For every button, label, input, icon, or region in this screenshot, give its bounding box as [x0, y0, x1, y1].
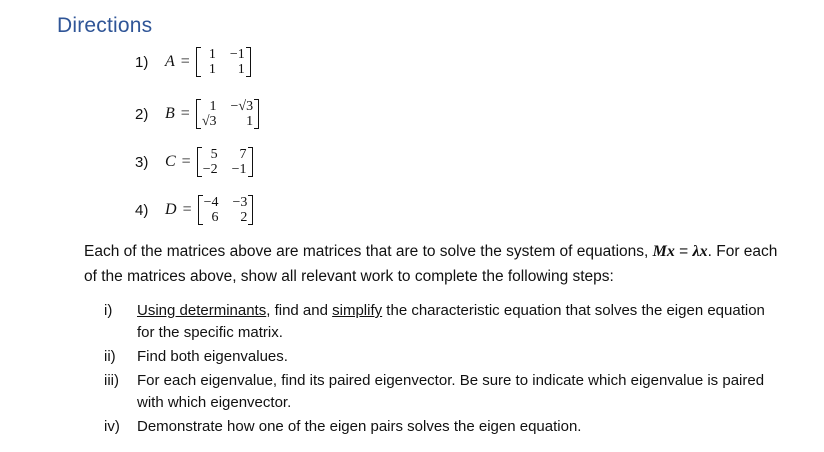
matrix-variable: A: [165, 53, 175, 70]
matrix-cell: 2: [240, 210, 248, 225]
matrix-cell: 1: [208, 62, 216, 77]
step-item: [104, 300, 784, 344]
matrix-cell: −2: [202, 162, 218, 177]
matrix-cell: 1: [246, 114, 254, 129]
step-marker: iv): [104, 418, 120, 435]
matrix-cell: −1: [229, 47, 245, 62]
step-item: [104, 416, 784, 438]
matrix-cell: 1: [209, 99, 217, 114]
equation-lhs: Mx: [652, 243, 675, 260]
matrix-variable: D: [165, 201, 177, 218]
step-text: For each eigenvalue, find its paired eigenvector. Be sure to indicate which eigenvalue is paired with which eigenvector.: [137, 372, 765, 411]
step-text: Find both eigenvalues.: [137, 348, 288, 365]
matrix-item-d: [135, 192, 253, 228]
steps-list: [104, 300, 784, 440]
step-text-part: the characteristic equation that solves the eigen equation for the specific matrix.: [137, 302, 765, 341]
step-marker: ii): [104, 348, 116, 365]
matrix-cell: 6: [211, 210, 219, 225]
matrix-variable: B: [165, 105, 175, 122]
matrix-cell: 5: [210, 147, 218, 162]
step-marker: iii): [104, 372, 119, 389]
instructions-paragraph: [84, 239, 784, 289]
item-number: 2): [135, 105, 149, 123]
step-item: [104, 346, 784, 368]
step-text: Demonstrate how one of the eigen pairs solves the eigen equation.: [137, 418, 582, 435]
step-text: [137, 300, 784, 344]
matrix-cell: 7: [239, 147, 247, 162]
matrix-a: [196, 46, 251, 78]
matrix-variable: C: [165, 153, 176, 170]
equals-sign: =: [182, 201, 192, 218]
equals-sign: =: [180, 53, 190, 70]
matrix-c: [197, 146, 253, 178]
step-marker: i): [104, 302, 113, 319]
matrix-cell: −3: [232, 195, 248, 210]
matrix-d: [198, 194, 254, 226]
matrix-item-b: [135, 96, 259, 132]
page-heading: Directions: [57, 14, 153, 37]
item-number: 1): [135, 53, 149, 71]
matrix-b: [196, 98, 259, 130]
paragraph-text: Each of the matrices above are matrices that are to solve the system of equations,: [84, 243, 653, 260]
matrix-cell: −4: [203, 195, 219, 210]
matrix-cell: 1: [237, 62, 245, 77]
step-item: [104, 370, 784, 414]
equals-sign: =: [181, 153, 191, 170]
matrix-item-a: [135, 44, 251, 80]
equals-sign: =: [180, 105, 190, 122]
item-number: 3): [135, 153, 149, 171]
underlined-text: simplify: [332, 302, 383, 319]
equation-sign: =: [674, 243, 693, 260]
matrix-item-c: [135, 144, 253, 180]
matrix-cell: −√3: [230, 99, 254, 114]
matrix-cell: 1: [208, 47, 216, 62]
matrix-cell: −1: [231, 162, 247, 177]
equation-rhs: λx: [692, 243, 708, 260]
matrix-cell: √3: [201, 114, 217, 129]
item-number: 4): [135, 201, 149, 219]
underlined-text: Using determinants: [137, 302, 267, 319]
paragraph-text: . For each of the matrices above, show all relevant work to complete the following steps:: [84, 243, 778, 285]
step-text-part: , find and: [266, 302, 333, 319]
